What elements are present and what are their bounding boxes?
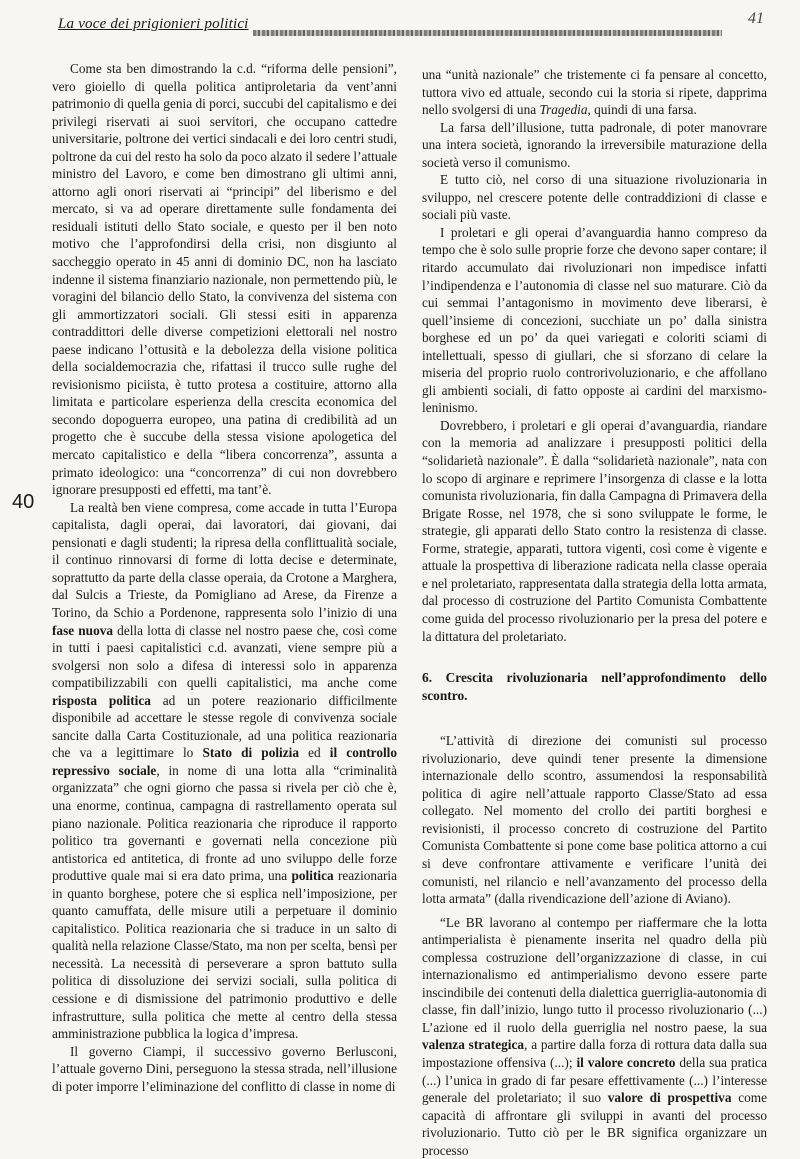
- italic-text: Tragedia: [539, 102, 588, 118]
- quote-paragraph: “L’attività di direzione dei comunisti sul processo rivoluzionario, deve quindi tener presente la dimensione internazionale dello scontro, assumendosi la responsabilità politica di agire nell’attuale rapporto Classe/Stato ad essa collegato. Nel momento del crollo dei partiti borghesi e revisionisti, il processo concreto di costruzione del Partito Comunista Combattente si pone come base politica attorno a cui si deve confrontare attivamente e verificare l’unità dei comunisti, nel rilancio e nell’avanzamento del processo della lotta armata” (dalla rivendicazione dell’azione di Aviano).: [422, 733, 767, 907]
- right-column: [422, 66, 767, 1159]
- paragraph: I proletari e gli operai d’avanguardia hanno compreso da tempo che è solo sulle proprie forze che devono saper contare; il ritardo accumulato dai rivoluzionari non impedisce infatti l’indipendenza e l’autonomia di classe nel suo maturare. Ciò da cui semmai l’antagonismo in movimento deve liberarsi, è quell’insieme di concezioni, succhiate un po’ dalla sinistra borghese ed un po’ da quei variegati e coloriti sciami di intellettuali, spesso di giullari, che si sforzano di celare la miseria del proprio ruolo controrivoluzionario, e che affollano gli ambienti sociali, di fatto opposte ai cardini del marxismo-leninismo.: [422, 224, 767, 416]
- text-run: , a partire dalla forza di rottura data dalla sua impostazione offensiva (...);: [422, 1037, 767, 1070]
- paragraph: E tutto ciò, nel corso di una situazione rivoluzionaria in sviluppo, nel crescere potente delle contraddizioni di classe e sociali più vaste.: [422, 172, 767, 223]
- bold-text: il valore concreto: [576, 1054, 676, 1070]
- header-rule: [253, 30, 722, 36]
- header-title: La voce dei prigionieri politici: [58, 16, 249, 32]
- bold-text: Stato di polizia: [202, 745, 299, 761]
- text-run: , in nome di una lotta alla “criminalità organizzata” che ogni giorno che passa si rivela per ciò che è, una enorme, continua, campagna di rastrellamento operata sul piano nazionale. Politica reazionaria che riproduce il rapporto politico tra governanti e governati nella concezione più antistorica ed antitetica, di fronte ad uno sviluppo delle forze produttive quale mai si era dato prima, una: [52, 762, 397, 884]
- quote-paragraph: [422, 914, 767, 1159]
- text-run: “Le BR lavorano al contempo per riaffermare che la lotta antimperialista è pienamente inserita nel quadro della più complessa costruzione dell’organizzazione di classe, in cui internazionalismo ed antimperialismo devono essere parte inscindibile dei contenuti della dialettica guerriglia-autonomia di classe, fin dall’inizio, lungo tutto il processo rivoluzionario (...) L’azione ed il ruolo della guerriglia nel nostro paese, la sua: [422, 914, 767, 1035]
- paragraph: [52, 499, 397, 1043]
- margin-page-number: 40: [12, 491, 35, 513]
- bold-text: valore di prospettiva: [607, 1090, 732, 1106]
- paragraph: Il governo Ciampi, il successivo governo Berlusconi, l’attuale governo Dini, perseguono la stessa strada, nell’illusione di poter imporre l’eliminazione del conflitto di classe in nome di: [52, 1043, 397, 1094]
- paragraph: [422, 66, 767, 119]
- paragraph: Dovrebbero, i proletari e gli operai d’avanguardia, riandare con la memoria ad analizzare i presupposti politici della “solidarietà nazionale”. È dalla “solidarietà nazionale”, nata con lo scopo di arginare e reprimere l’insorgenza di classe e la lotta comunista rivoluzionaria, fin dalla Campagna di Primavera della Brigate Rosse, nel 1978, che si sono sviluppate le forme, le strategie, gli apparati dello Stato contro la resistenza di classe. Forme, strategie, apparati, tuttora vigenti, così come è vigente e attuale la prospettiva di liberazione radicata nella classe operaia e nel proletariato, rappresentata dalla strategia della lotta armata, dal processo di costruzione del Partito Comunista Combattente come guida del processo rivoluzionario per la presa del potere e la dittatura del proletariato.: [422, 417, 767, 644]
- text-run: ad un potere reazionario difficilmente disponibile ad accettare le stesse regole di convivenza sociale sancite dalla Carta Costituzionale, ad una politica reazionaria che va a legittimare lo: [52, 692, 398, 761]
- bold-text: il controllo repressivo sociale: [52, 745, 398, 778]
- bold-text: risposta politica: [52, 692, 151, 708]
- page-number: 41: [748, 10, 764, 27]
- text-run: come capacità di affrontare gli sviluppi in avanti del processo rivoluzionario. Tutto ciò per le BR significa organizzare un processo: [422, 1090, 767, 1158]
- text-run: La realtà ben viene compresa, come accade in tutta l’Europa capitalista, dagli operai, dai lavoratori, dai giovani, dai pensionati e dagli studenti; la ripresa della conflittualità sociale, il continuo rinnovarsi di forme di lotta decise e determinate, soprattutto da parte della classe operaia, da Crotone a Marghera, dal Sulcis a Trieste, da Pomigliano ad Arese, da Firenze a Torino, da Schio a Pordenone, rappresenta solo l’inizio di una: [52, 499, 397, 620]
- text-run: una “unità nazionale” che tristemente ci fa pensare al concetto, tuttora vivo ed attuale, secondo cui la storia si ripete, dapprima nello svolgersi di una: [422, 67, 767, 118]
- section-heading: 6. Crescita rivoluzionaria nell’approfondimento dello scontro.: [422, 670, 767, 703]
- text-run: , quindi di una farsa.: [587, 102, 697, 118]
- bold-text: fase nuova: [52, 622, 114, 638]
- text-run: ed: [298, 745, 330, 761]
- bold-text: valenza strategica: [422, 1037, 525, 1053]
- left-column: [52, 60, 397, 1095]
- text-run: della lotta di classe nel nostro paese che, così come in tutti i paesi capitalistici c.d. avanzati, viene sempre più a svolgersi non solo a difesa di interessi solo in apparenza compatibilizzabili con quelli capitalistici, ma anche come: [52, 622, 397, 691]
- paragraph: La farsa dell’illusione, tutta padronale, di poter manovrare una intera società, ignorando la irreversibile maturazione della società verso il comunismo.: [422, 119, 767, 170]
- paragraph: Come sta ben dimostrando la c.d. “riforma delle pensioni”, vero gioiello di quella politica antiproletaria da vent’anni patrimonio di quella genia di porci, succubi del capitalismo e dei privilegi riservati ai suoi servitori, che occupano cattedre universitarie, poltrone dei vertici sindacali e dei loro centri studi, poltrone da cui del resto ha solo da poco alzato il sedere l’attuale ministro del Lavoro, e come ben dimostrano gli ultimi anni, attorno agli onori riservati ai “principi” del liberismo e del mercato, si va ad operare direttamente sulle fondamenta dei residuali istituti dello Stato sociale, e questo per il ben noto motivo che l’approfondirsi della crisi, non disgiunto al saccheggio operato in 45 anni di dominio DC, non ha lasciato indenne il sistema finanziario nazionale, non permettendo più, le voragini del bilancio dello Stato, la convivenza del sistema con gli ammortizzatori sociali. Gli stessi esiti in apparenza contraddittori delle diverse competizioni elettorali nel nostro paese indicano l’ottusità e la debolezza della visione politica della socialdemocrazia che, rifattasi il trucco sulle rughe del revisionismo piciista, è tutto protesa a costituire, attorno alla limitata e particolare esperienza della crescita economica del secondo dopoguerra europeo, una patina di credibilità ad un progetto che è succube della stessa visione apologetica del mercato capitalistico e della “libera concorrenza”, assunta a primato ideologico: una “concorrenza” di cui non dovrebbero ignorare presupposti ed effetti, ma tant’è.: [52, 61, 397, 498]
- running-header: [48, 10, 770, 38]
- text-run: della sua pratica (...) l’unica in grado di far pesare effettivamente (...) l’interesse generale del proletariato; il suo: [422, 1054, 767, 1106]
- text-run: reazionaria in quanto borghese, potere che si esplica nell’imposizione, per quanto camuffata, delle misure utili a perpetuare il dominio capitalistico. Politica reazionaria che si traduce in un salto di qualità nella relazione Classe/Stato, ma non per scelta, bensì per necessità. La necessità di perseverare a spron battuto sulla politica di dissoluzione dei servizi sociali, sulla politica di cessione e di dismissione del patrimonio produttivo e delle infrastrutture, sulla politica che mette al centro della stessa amministrazione pubblica la logica d’impresa.: [52, 868, 397, 1042]
- bold-text: politica: [291, 868, 334, 884]
